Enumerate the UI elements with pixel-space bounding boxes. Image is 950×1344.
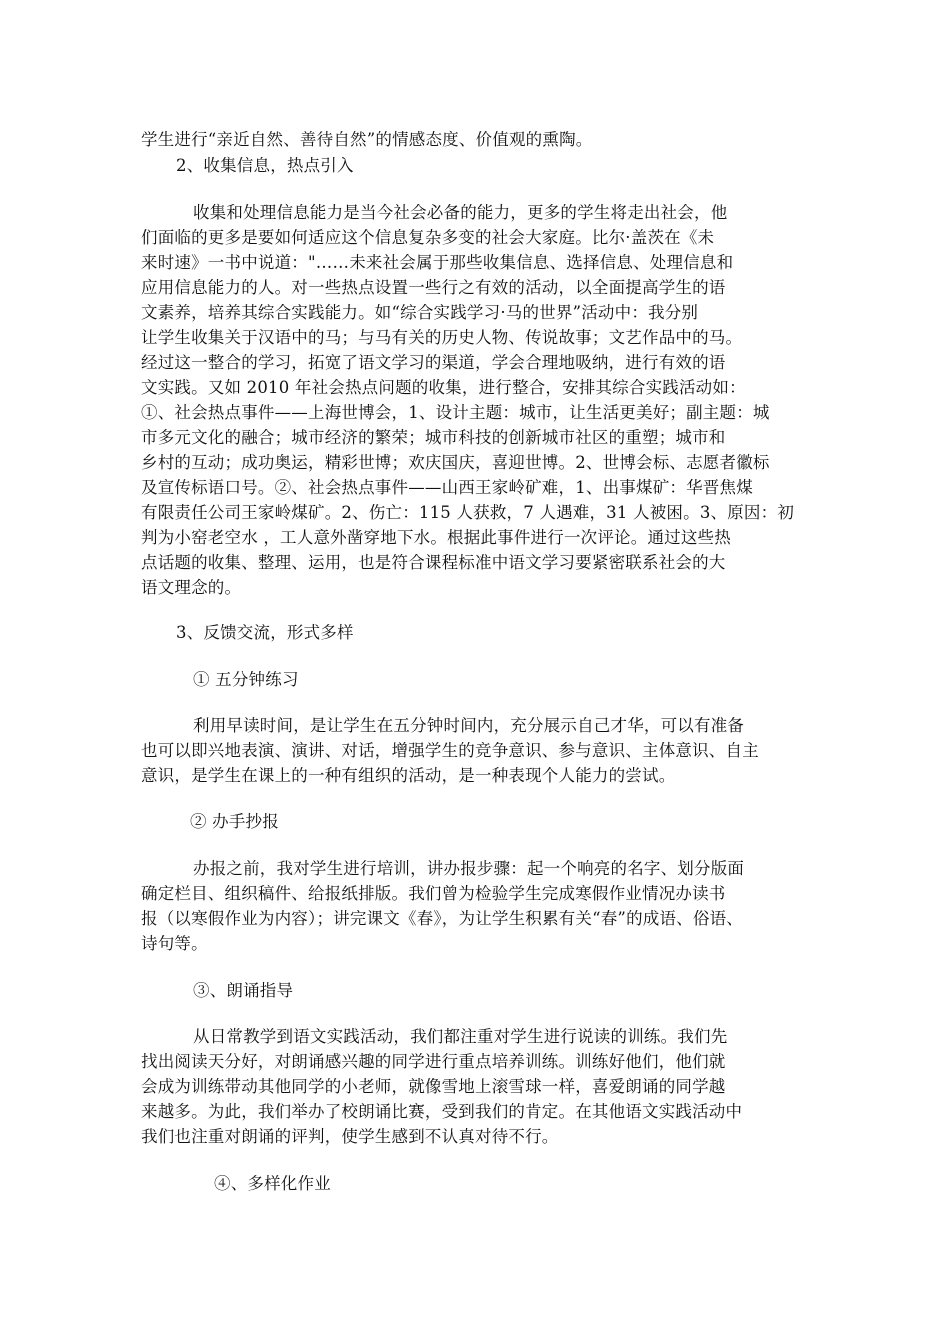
paragraph-line: 文素养，培养其综合实践能力。如“综合实践学习·马的世界”活动中：我分别: [141, 303, 699, 322]
subsection-heading: ④、多样化作业: [214, 1174, 331, 1193]
paragraph-line: 来越多。为此，我们举办了校朗诵比赛，受到我们的肯定。在其他语文实践活动中: [141, 1102, 743, 1121]
paragraph-line: 也可以即兴地表演、演讲、对话，增强学生的竞争意识、参与意识、主体意识、自主: [141, 741, 759, 760]
paragraph-line: 点话题的收集、整理、运用，也是符合课程标准中语文学习要紧密联系社会的大: [141, 553, 726, 572]
paragraph-line: 会成为训练带动其他同学的小老师，就像雪地上滚雪球一样，喜爱朗诵的同学越: [141, 1077, 726, 1096]
paragraph-line: 收集和处理信息能力是当今社会必备的能力，更多的学生将走出社会，他: [193, 203, 728, 222]
paragraph-line: 乡村的互动；成功奥运，精彩世博；欢庆国庆，喜迎世博。2、世博会标、志愿者徽标: [141, 453, 770, 472]
paragraph-line: 市多元文化的融合；城市经济的繁荣；城市科技的创新城市社区的重塑；城市和: [141, 428, 726, 447]
paragraph-line: 学生进行“亲近自然、善待自然”的情感态度、价值观的熏陶。: [141, 130, 593, 149]
paragraph-line: 文实践。又如 2010 年社会热点问题的收集，进行整合，安排其综合实践活动如：: [141, 378, 746, 397]
paragraph-line: 判为小窑老空水 ，工人意外凿穿地下水。根据此事件进行一次评论。通过这些热: [141, 528, 731, 547]
paragraph-line: 找出阅读天分好，对朗诵感兴趣的同学进行重点培养训练。训练好他们，他们就: [141, 1052, 726, 1071]
paragraph-line: 诗句等。: [141, 934, 208, 953]
paragraph-line: 办报之前，我对学生进行培训，讲办报步骤：起一个响亮的名字、划分版面: [193, 859, 745, 878]
subsection-heading: ③、朗诵指导: [193, 981, 294, 1000]
section-heading: 2、收集信息，热点引入: [176, 156, 354, 175]
paragraph-line: 确定栏目、组织稿件、给报纸排版。我们曾为检验学生完成寒假作业情况办读书: [141, 884, 726, 903]
paragraph-line: 及宣传标语口号。②、社会热点事件——山西王家岭矿难，1、出事煤矿：华晋焦煤: [141, 478, 753, 497]
section-heading: 3、反馈交流，形式多样: [176, 623, 354, 642]
paragraph-line: 从日常教学到语文实践活动，我们都注重对学生进行说读的训练。我们先: [193, 1027, 728, 1046]
paragraph-line: 意识，是学生在课上的一种有组织的活动，是一种表现个人能力的尝试。: [141, 766, 676, 785]
paragraph-line: 有限责任公司王家岭煤矿。2、伤亡：115 人获救，7 人遇难，31 人被困。3、原因：初: [141, 503, 795, 522]
paragraph-line: ①、社会热点事件——上海世博会，1、设计主题：城市，让生活更美好；副主题：城: [141, 403, 770, 422]
paragraph-line: 利用早读时间，是让学生在五分钟时间内，充分展示自己才华，可以有准备: [193, 716, 745, 735]
paragraph-line: 我们也注重对朗诵的评判，使学生感到不认真对待不行。: [141, 1127, 559, 1146]
paragraph-line: 语文理念的。: [141, 578, 242, 597]
paragraph-line: 让学生收集关于汉语中的马；与马有关的历史人物、传说故事；文艺作品中的马。: [141, 328, 743, 347]
paragraph-line: 来时速》一书中说道："……未来社会属于那些收集信息、选择信息、处理信息和: [141, 253, 734, 272]
paragraph-line: 经过这一整合的学习，拓宽了语文学习的渠道，学会合理地吸纳，进行有效的语: [141, 353, 726, 372]
paragraph-line: 应用信息能力的人。对一些热点设置一些行之有效的活动，以全面提高学生的语: [141, 278, 726, 297]
paragraph-line: 报（以寒假作业为内容）；讲完课文《春》，为让学生积累有关“春”的成语、俗语、: [141, 909, 743, 928]
subsection-heading: ① 五分钟练习: [193, 670, 299, 689]
paragraph-line: 们面临的更多是要如何适应这个信息复杂多变的社会大家庭。比尔·盖茨在《未: [141, 228, 715, 247]
subsection-heading: ② 办手抄报: [190, 812, 279, 831]
